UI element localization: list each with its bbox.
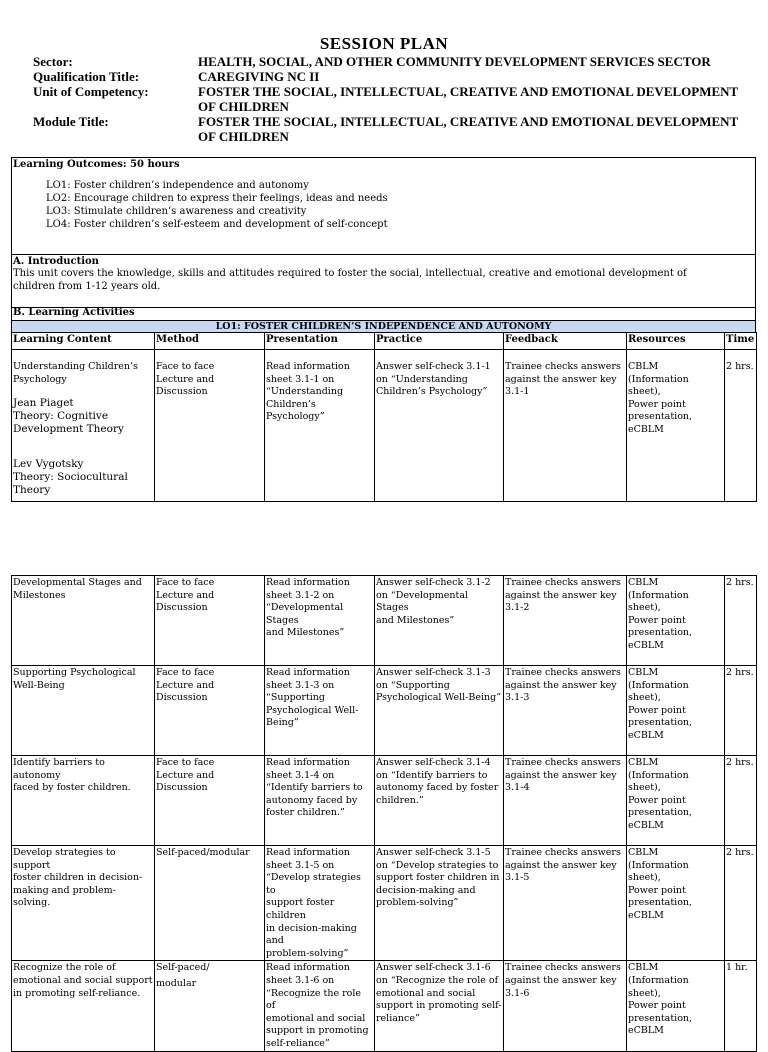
table-row (12, 666, 757, 756)
cell-line: support in promoting (266, 1025, 369, 1037)
cell-line: Theory: Sociocultural (13, 471, 128, 484)
cell-line: presentation, (628, 411, 693, 423)
presentation-cell (265, 961, 375, 1051)
feedback-cell (504, 846, 627, 961)
cell-line: Read information (266, 962, 350, 974)
cell-line: Trainee checks answers (505, 847, 621, 858)
time-cell: 2 hrs. (725, 756, 757, 846)
cell-line: Lecture and (156, 679, 215, 691)
unit-label: Unit of Competency: (33, 84, 149, 99)
cell-line: Answer self-check 3.1-5 (376, 847, 491, 858)
method-cell (155, 576, 265, 666)
resources-cell (627, 756, 725, 846)
qualification-label: Qualification Title: (33, 69, 140, 84)
table-header-row (12, 333, 757, 350)
sector-label: Sector: (33, 54, 73, 69)
cell-line: support foster children in (376, 872, 500, 884)
presentation-cell (265, 666, 375, 756)
learning-content-cell (12, 756, 155, 846)
cell-line: eCBLM (628, 729, 664, 741)
cell-line: CBLM (628, 757, 659, 768)
introduction-heading: A. Introduction (13, 256, 99, 267)
cell-line: Discussion (156, 692, 208, 704)
cell-line: Trainee checks answers (505, 667, 621, 678)
presentation-cell (265, 756, 375, 846)
cell-line: Identify barriers to autonomy (13, 757, 105, 781)
cell-line: (Information (628, 769, 689, 781)
feedback-cell (504, 350, 627, 502)
practice-cell (375, 756, 504, 846)
cell-line: Trainee checks answers (505, 962, 621, 974)
cell-line: foster children.” (266, 807, 345, 819)
cell-line: sheet 3.1-6 on (266, 974, 335, 986)
cell-line: autonomy faced by (266, 794, 358, 806)
cell-line: 3.1-1 (505, 386, 530, 398)
resources-cell (627, 846, 725, 961)
cell-line: “Supporting (266, 692, 325, 704)
cell-line: sheet 3.1-2 on (266, 589, 335, 601)
cell-line: Answer self-check 3.1-4 (376, 757, 491, 768)
cell-line: Develop strategies to support (13, 847, 116, 871)
cell-line: Understanding Children’s (13, 361, 138, 372)
cell-line: emotional and social (376, 987, 476, 999)
module-label: Module Title: (33, 114, 109, 129)
learning-outcome-item: LO2: Encourage children to express their feelings, ideas and needs (46, 193, 388, 204)
cell-line: Theory: Cognitive (13, 410, 109, 423)
cell-line: Read information (266, 577, 350, 588)
cell-line: Face to face (156, 667, 215, 678)
table-row (12, 961, 757, 1051)
cell-line: 3.1-6 (505, 987, 530, 999)
cell-line: children.” (376, 794, 424, 806)
table-row (12, 576, 757, 666)
cell-line: “Identify barriers to (266, 782, 363, 794)
cell-line: eCBLM (628, 909, 664, 921)
cell-line: CBLM (628, 847, 659, 858)
unit-value: FOSTER THE SOCIAL, INTELLECTUAL, CREATIVE AND EMOTIONAL DEVELOPMENT OF CHILDREN (198, 84, 738, 114)
cell-line: sheet), (628, 692, 661, 704)
presentation-cell (265, 846, 375, 961)
feedback-cell (504, 756, 627, 846)
cell-line: CBLM (628, 577, 659, 588)
cell-line: modular (156, 977, 197, 989)
cell-line: “Recognize the role of (266, 987, 362, 1012)
cell-line: against the answer key (505, 679, 617, 691)
cell-line: eCBLM (628, 819, 664, 831)
introduction-text: This unit covers the knowledge, skills and attitudes required to foster the social, intellectual, creative and emotional development of (13, 268, 687, 279)
column-header: Method (155, 333, 265, 350)
cell-line: 3.1-2 (505, 602, 530, 614)
cell-line: (Information (628, 373, 689, 385)
cell-line: against the answer key (505, 373, 617, 385)
cell-line: sheet 3.1-1 on (266, 373, 335, 385)
method-cell (155, 666, 265, 756)
cell-line: Trainee checks answers (505, 577, 621, 588)
cell-line: reliance” (376, 1012, 420, 1024)
presentation-cell (265, 350, 375, 502)
cell-line: against the answer key (505, 859, 617, 871)
time-cell: 2 hrs. (725, 576, 757, 666)
cell-line: Trainee checks answers (505, 757, 621, 768)
introduction-text: children from 1-12 years old. (13, 281, 161, 292)
cell-line: Read information (266, 847, 350, 858)
cell-line: Discussion (156, 782, 208, 794)
cell-line: Power point (628, 614, 686, 626)
cell-line: in decision-making and (266, 922, 357, 947)
cell-line: Well-Being (13, 679, 65, 691)
time-cell: 2 hrs. (725, 666, 757, 756)
cell-line: Answer self-check 3.1-1 (376, 361, 491, 372)
cell-line: decision-making and (376, 884, 476, 896)
cell-line: Psychological Well-Being” (376, 692, 502, 704)
cell-line: on “Supporting (376, 679, 450, 691)
cell-line: presentation, (628, 807, 693, 819)
cell-line: Psychological Well- (266, 704, 359, 716)
activities-table-bottom (11, 575, 757, 1052)
cell-line: Children’s Psychology” (266, 398, 325, 423)
learning-content-cell (12, 666, 155, 756)
cell-line: sheet), (628, 782, 661, 794)
learning-content-cell (12, 576, 155, 666)
column-header: Learning Content (12, 333, 155, 350)
cell-line: Recognize the role of (13, 962, 116, 974)
cell-line: Read information (266, 361, 350, 372)
cell-line: Psychology (13, 373, 67, 385)
cell-line: on “Recognize the role of (376, 974, 499, 986)
cell-line: against the answer key (505, 974, 617, 986)
cell-line: (Information (628, 589, 689, 601)
column-header: Presentation (265, 333, 375, 350)
cell-line: foster children in decision- (13, 872, 143, 884)
cell-line: “Developmental Stages (266, 602, 344, 626)
table-row (12, 350, 757, 502)
practice-cell (375, 846, 504, 961)
cell-line: support foster children (266, 897, 335, 921)
cell-line: Read information (266, 757, 350, 768)
cell-line: presentation, (628, 627, 693, 639)
cell-line: making and problem-solving. (13, 884, 116, 909)
activities-heading: B. Learning Activities (13, 307, 135, 318)
learning-outcomes-heading: Learning Outcomes: 50 hours (13, 159, 180, 170)
learning-outcome-item: LO4: Foster children’s self-esteem and development of self-concept (46, 219, 388, 230)
cell-line: Self-paced/modular (156, 847, 250, 858)
lo1-title: LO1: FOSTER CHILDREN’S INDEPENDENCE AND AUTONOMY (215, 321, 552, 332)
cell-line: “Develop strategies to (266, 872, 361, 896)
cell-line: autonomy faced by foster (376, 782, 499, 794)
cell-line: on “Develop strategies to (376, 859, 499, 871)
cell-line: problem-solving” (266, 947, 349, 959)
learning-outcome-item: LO1: Foster children’s independence and autonomy (46, 180, 309, 191)
column-header: Feedback (504, 333, 627, 350)
column-header: Resources (627, 333, 725, 350)
resources-cell (627, 666, 725, 756)
practice-cell (375, 350, 504, 502)
column-header: Time (725, 333, 757, 350)
cell-line: Power point (628, 398, 686, 410)
cell-line: eCBLM (628, 423, 664, 435)
cell-line: emotional and social (266, 1012, 366, 1024)
column-header: Practice (375, 333, 504, 350)
cell-line: emotional and social support (13, 974, 153, 986)
learning-content-cell (12, 350, 155, 502)
cell-line: Discussion (156, 602, 208, 614)
cell-line: Jean Piaget (13, 397, 74, 410)
cell-line: Face to face (156, 361, 215, 372)
cell-line: Discussion (156, 386, 208, 398)
cell-line: Trainee checks answers (505, 361, 621, 372)
resources-cell (627, 961, 725, 1051)
cell-line: sheet), (628, 602, 661, 614)
cell-line: Children’s Psychology” (376, 386, 488, 398)
time-cell: 1 hr. (725, 961, 757, 1051)
cell-line: and Milestones” (376, 614, 455, 626)
activities-table-top (11, 332, 757, 502)
cell-line: sheet), (628, 386, 661, 398)
table-row (12, 846, 757, 961)
practice-cell (375, 666, 504, 756)
cell-line: Face to face (156, 757, 215, 768)
feedback-cell (504, 576, 627, 666)
cell-line: CBLM (628, 667, 659, 678)
method-cell (155, 961, 265, 1051)
method-cell (155, 350, 265, 502)
cell-line: 3.1-5 (505, 872, 530, 884)
practice-cell (375, 961, 504, 1051)
cell-line: eCBLM (628, 1025, 664, 1037)
cell-line: support in promoting self- (376, 1000, 502, 1012)
sector-value: HEALTH, SOCIAL, AND OTHER COMMUNITY DEVELOPMENT SERVICES SECTOR (198, 54, 711, 69)
cell-line: problem-solving” (376, 897, 459, 909)
cell-line: 3.1-3 (505, 692, 530, 704)
cell-line: (Information (628, 974, 689, 986)
feedback-cell (504, 961, 627, 1051)
cell-line: Milestones (13, 589, 66, 601)
cell-line: Answer self-check 3.1-3 (376, 667, 491, 678)
cell-line: Supporting Psychological (13, 667, 136, 678)
cell-line: and Milestones” (266, 627, 345, 639)
cell-line: on “Understanding (376, 373, 468, 385)
time-cell: 2 hrs. (725, 846, 757, 961)
cell-line: Read information (266, 667, 350, 678)
resources-cell (627, 576, 725, 666)
method-cell (155, 846, 265, 961)
resources-cell (627, 350, 725, 502)
cell-line: Face to face (156, 577, 215, 588)
cell-line: Self-paced/ (156, 962, 210, 974)
method-cell (155, 756, 265, 846)
cell-line: in promoting self-reliance. (13, 987, 141, 999)
cell-line: presentation, (628, 1012, 693, 1024)
cell-line: Developmental Stages and (13, 577, 142, 588)
cell-line: against the answer key (505, 769, 617, 781)
cell-line: on “Developmental Stages (376, 589, 469, 614)
module-value: FOSTER THE SOCIAL, INTELLECTUAL, CREATIVE AND EMOTIONAL DEVELOPMENT OF CHILDREN (198, 114, 738, 144)
time-cell: 2 hrs. (725, 350, 757, 502)
cell-line: “Understanding (266, 386, 344, 398)
cell-line: Answer self-check 3.1-6 (376, 962, 491, 974)
cell-line: (Information (628, 679, 689, 691)
cell-line: self-reliance” (266, 1037, 330, 1049)
cell-line: presentation, (628, 897, 693, 909)
page-title: SESSION PLAN (319, 34, 449, 53)
cell-line: Power point (628, 884, 686, 896)
cell-line: sheet 3.1-3 on (266, 679, 335, 691)
cell-line: sheet), (628, 872, 661, 884)
presentation-cell (265, 576, 375, 666)
cell-line: Power point (628, 1000, 686, 1012)
learning-content-cell (12, 961, 155, 1051)
cell-line: on “Identify barriers to (376, 769, 488, 781)
practice-cell (375, 576, 504, 666)
cell-line: Lecture and (156, 769, 215, 781)
cell-line: Power point (628, 794, 686, 806)
cell-line: Lev Vygotsky (13, 458, 84, 471)
cell-line: Lecture and (156, 373, 215, 385)
table-row (12, 756, 757, 846)
cell-line: Power point (628, 704, 686, 716)
learning-content-cell (12, 846, 155, 961)
cell-line: presentation, (628, 717, 693, 729)
cell-line: sheet), (628, 987, 661, 999)
cell-line: CBLM (628, 361, 659, 372)
cell-line: Development Theory (13, 423, 124, 436)
qualification-value: CAREGIVING NC II (198, 69, 320, 84)
cell-line: Answer self-check 3.1-2 (376, 577, 491, 588)
cell-line: (Information (628, 859, 689, 871)
cell-line: Being” (266, 717, 299, 729)
cell-line: 3.1-4 (505, 782, 530, 794)
learning-outcome-item: LO3: Stimulate children’s awareness and creativity (46, 206, 307, 217)
cell-line: faced by foster children. (13, 782, 131, 794)
cell-line: against the answer key (505, 589, 617, 601)
cell-line: eCBLM (628, 639, 664, 651)
cell-line: sheet 3.1-4 on (266, 769, 335, 781)
cell-line: Theory (13, 484, 51, 497)
cell-line: Lecture and (156, 589, 215, 601)
cell-line: sheet 3.1-5 on (266, 859, 335, 871)
cell-line: CBLM (628, 962, 659, 974)
feedback-cell (504, 666, 627, 756)
